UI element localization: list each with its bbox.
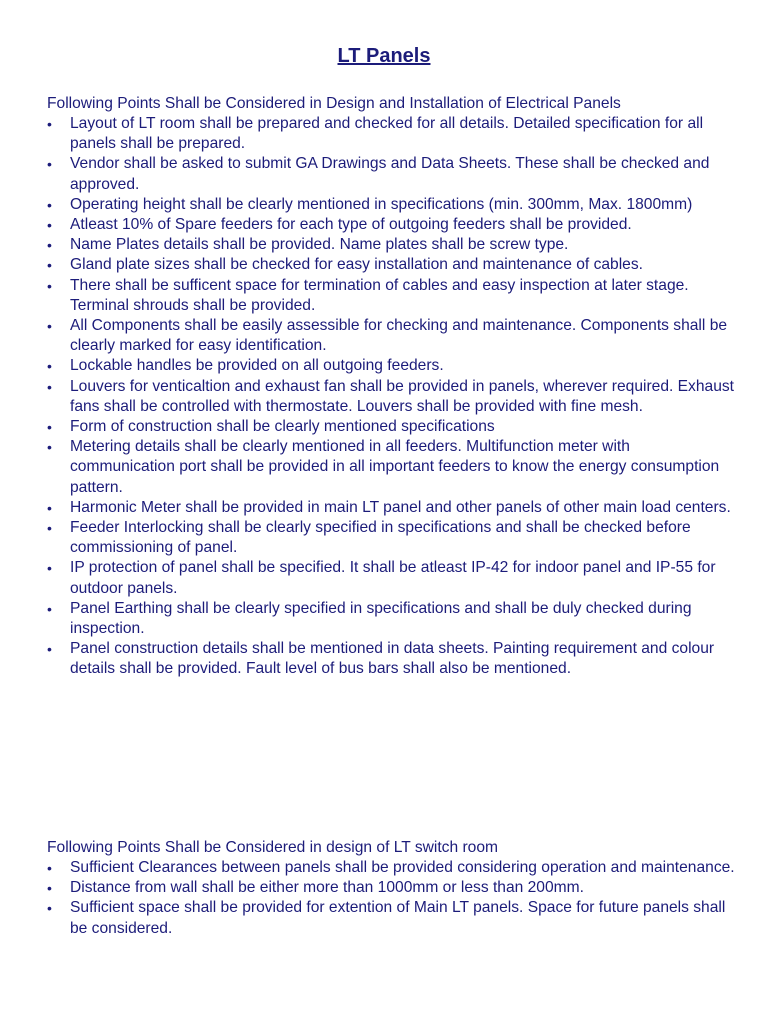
bullet-icon: • <box>47 277 52 294</box>
list-item-text: All Components shall be easily assessible for checking and maintenance. Components shall be clearly marked for easy identification. <box>70 317 728 355</box>
list-item <box>47 878 737 898</box>
list-item <box>47 154 737 194</box>
list-item-text: Harmonic Meter shall be provided in main LT panel and other panels of other main load centers. <box>70 498 731 516</box>
list-item <box>47 195 737 215</box>
list-item <box>47 417 737 437</box>
list-item <box>47 558 737 598</box>
list-item <box>47 639 737 679</box>
bullet-list <box>47 114 737 680</box>
bullet-icon: • <box>47 860 52 876</box>
list-item-text: Gland plate sizes shall be checked for easy installation and maintenance of cables. <box>70 256 643 274</box>
list-item-text: Operating height shall be clearly mentioned in specifications (min. 300mm, Max. 1800mm) <box>70 195 693 213</box>
bullet-icon: • <box>47 318 52 335</box>
list-item-text: Sufficient Clearances between panels shall be provided considering operation and maintenance. <box>70 859 735 876</box>
section-heading: Following Points Shall be Considered in Design and Installation of Electrical Panels <box>47 95 621 112</box>
list-item <box>47 215 737 235</box>
bullet-icon: • <box>47 880 52 897</box>
bullet-icon: • <box>47 116 52 132</box>
list-item-text: Lockable handles be provided on all outgoing feeders. <box>70 357 444 375</box>
bullet-icon: • <box>47 156 52 173</box>
list-item-text: Louvers for venticaltion and exhaust fan shall be provided in panels, wherever required. Exhaust fans shall be controlled with thermostate. Louvers shall be provided with fine mesh. <box>70 377 734 415</box>
bullet-list <box>47 858 737 939</box>
list-item-text: Feeder Interlocking shall be clearly specified in specifications and shall be checked before commissioning of panel. <box>70 519 691 557</box>
list-item-text: Sufficient space shall be provided for extention of Main LT panels. Space for future panels shall be considered. <box>70 899 726 937</box>
bullet-icon: • <box>47 419 52 436</box>
list-item <box>47 276 737 316</box>
list-item <box>47 377 737 417</box>
bullet-icon: • <box>47 378 52 395</box>
list-item <box>47 858 737 878</box>
bullet-icon: • <box>47 217 52 234</box>
bullet-icon: • <box>47 439 52 456</box>
list-item <box>47 235 737 255</box>
switch-room-section <box>47 838 737 939</box>
list-item <box>47 498 737 518</box>
bullet-icon: • <box>47 600 52 617</box>
bullet-icon: • <box>47 560 52 577</box>
bullet-icon: • <box>47 520 52 537</box>
list-item-text: Name Plates details shall be provided. Name plates shall be screw type. <box>70 236 569 254</box>
section-heading: Following Points Shall be Considered in design of LT switch room <box>47 839 499 856</box>
list-item-text: There shall be sufficent space for termination of cables and easy inspection at later stage. Terminal shrouds shall be provided. <box>70 276 689 314</box>
list-item <box>47 356 737 376</box>
list-item <box>47 316 737 356</box>
list-item-text: Distance from wall shall be either more than 1000mm or less than 200mm. <box>70 879 584 897</box>
list-item <box>47 437 737 498</box>
list-item-text: Vendor shall be asked to submit GA Drawings and Data Sheets. These shall be checked and approved. <box>70 155 710 193</box>
list-item <box>47 255 737 275</box>
bullet-icon: • <box>47 358 52 375</box>
list-item <box>47 114 737 154</box>
list-item-text: Form of construction shall be clearly mentioned specifications <box>70 418 495 436</box>
bullet-icon: • <box>47 499 52 516</box>
list-item-text: Atleast 10% of Spare feeders for each type of outgoing feeders shall be provided. <box>70 216 632 234</box>
list-item-text: Panel Earthing shall be clearly specified in specifications and shall be duly checked during inspection. <box>70 599 692 638</box>
bullet-icon: • <box>47 641 52 658</box>
bullet-icon: • <box>47 900 52 917</box>
bullet-icon: • <box>47 257 52 274</box>
page-title: LT Panels <box>337 45 431 67</box>
list-item <box>47 898 737 938</box>
bullet-icon: • <box>47 196 52 213</box>
list-item-text: Panel construction details shall be mentioned in data sheets. Painting requirement and colour details shall be provided. Fault level of bus bars shall also be mentioned. <box>70 640 715 678</box>
list-item-text: Metering details shall be clearly mentioned in all feeders. Multifunction meter with communication port shall be provided in all important feeders to know the energy consumption pattern. <box>70 438 720 496</box>
list-item <box>47 599 737 639</box>
list-item-text: Layout of LT room shall be prepared and checked for all details. Detailed specification for all panels shall be prepared. <box>70 115 704 153</box>
list-item-text: IP protection of panel shall be specified. It shall be atleast IP-42 for indoor panel and IP-55 for outdoor panels. <box>70 559 716 597</box>
bullet-icon: • <box>47 237 52 254</box>
list-item <box>47 518 737 558</box>
design-installation-section <box>47 94 737 680</box>
